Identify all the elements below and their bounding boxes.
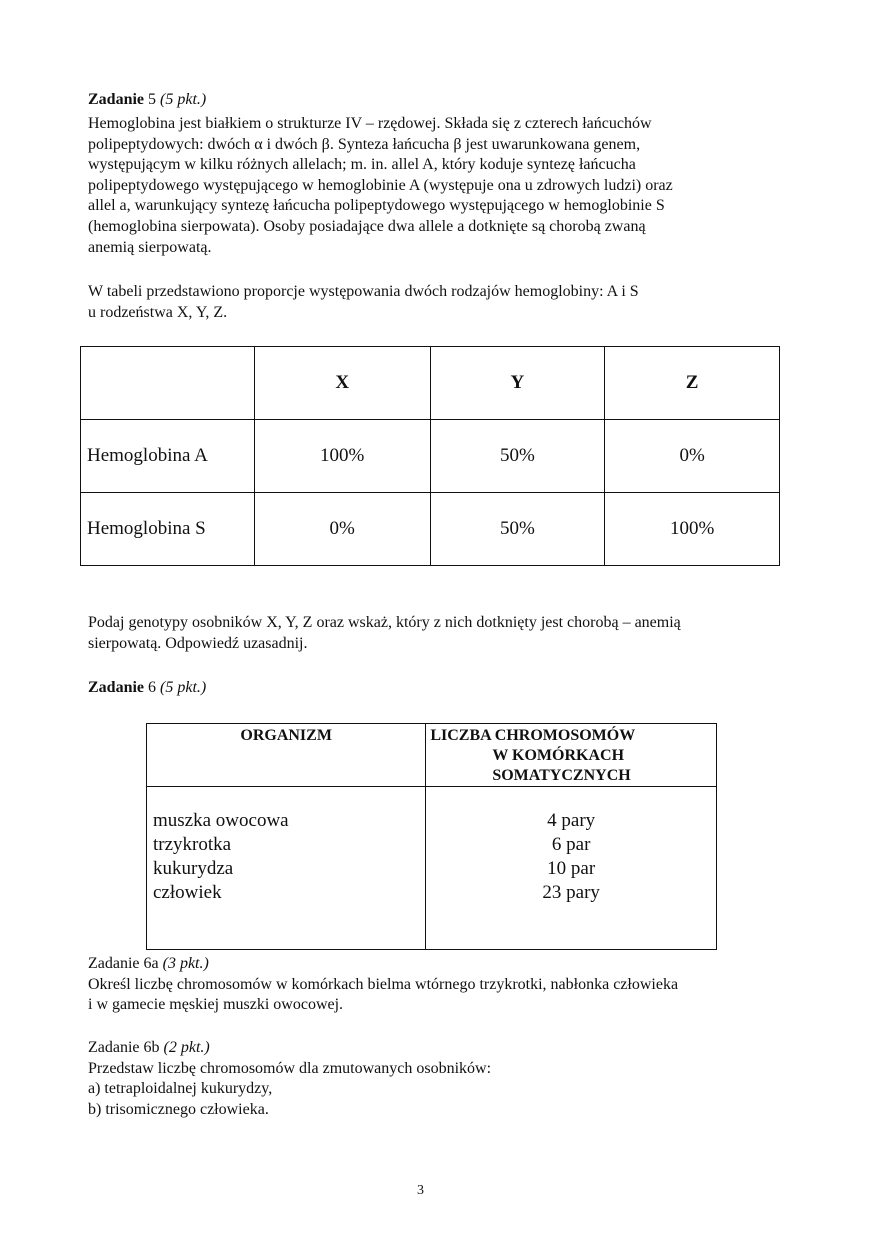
hemoglobin-table xyxy=(80,346,780,566)
header-line: W KOMÓRKACH xyxy=(492,747,625,764)
table-cell: 0% xyxy=(605,420,780,493)
count-item: 4 pary xyxy=(547,810,596,831)
task5-line: anemią sierpowatą. xyxy=(88,238,212,256)
task5-intro-line: W tabeli przedstawiono proporcje występowania dwóch rodzajów hemoglobiny: A i S xyxy=(88,283,639,300)
task5-line: polipeptydowego występującego w hemoglobinie A (występuje ona u zdrowych ludzi) oraz xyxy=(88,176,673,194)
task6b-heading-label: Zadanie 6b xyxy=(88,1039,160,1056)
table-cell: 100% xyxy=(254,420,430,493)
task5-question xyxy=(88,613,788,654)
table-cell: 50% xyxy=(430,420,605,493)
task5-intro xyxy=(88,282,788,323)
table-corner-cell xyxy=(81,347,255,420)
task6b-line: Przedstaw liczbę chromosomów dla zmutowanych osobników: xyxy=(88,1059,492,1077)
task6b-option-a: a) tetraploidalnej kukurydzy, xyxy=(88,1080,273,1098)
table-row xyxy=(147,787,717,950)
count-item: 10 par xyxy=(547,858,596,879)
table-cell: 50% xyxy=(430,493,605,566)
chromosome-count-list xyxy=(426,787,717,950)
task5-paragraph xyxy=(88,114,788,258)
organism-item: kukurydza xyxy=(153,858,234,879)
task5-points: (5 pkt.) xyxy=(160,91,207,108)
column-header-organism: ORGANIZM xyxy=(147,724,426,787)
table-cell: 0% xyxy=(254,493,430,566)
task5-line: allel a, warunkujący syntezę łańcucha polipeptydowego występującego w hemoglobinie S xyxy=(88,197,665,215)
task6a-line: Określ liczbę chromosomów w komórkach bielma wtórnego trzykrotki, nabłonka człowieka xyxy=(88,975,679,993)
task6-points: (5 pkt.) xyxy=(160,679,207,696)
organism-list xyxy=(147,787,426,950)
table-header-row xyxy=(81,347,780,420)
table-row xyxy=(81,420,780,493)
table-row xyxy=(81,493,780,566)
header-line: SOMATYCZNYCH xyxy=(492,767,631,784)
task6b-points: (2 pkt.) xyxy=(163,1039,210,1056)
task6b xyxy=(88,1038,788,1120)
task6a-line: i w gamecie męskiej muszki owocowej. xyxy=(88,996,344,1014)
task5-question-line: sierpowatą. Odpowiedź uzasadnij. xyxy=(88,634,308,652)
task6b-heading xyxy=(88,1038,788,1059)
organism-item: trzykrotka xyxy=(153,834,232,855)
task5-intro-line: u rodzeństwa X, Y, Z. xyxy=(88,303,228,321)
task5-line: występującym w kilku różnych allelach; m. in. allel A, który koduje syntezę łańcucha xyxy=(88,156,636,174)
task6a-points: (3 pkt.) xyxy=(162,955,209,972)
header-line: LICZBA CHROMOSOMÓW xyxy=(430,727,636,744)
organism-item: muszka owocowa xyxy=(153,810,289,831)
task6-number: 6 xyxy=(148,679,157,696)
task5-question-line: Podaj genotypy osobników X, Y, Z oraz wskaż, który z nich dotknięty jest chorobą – anemią xyxy=(88,614,681,631)
task6a-heading xyxy=(88,954,788,975)
task6-heading-label: Zadanie xyxy=(88,679,145,696)
task6a xyxy=(88,954,788,1016)
row-label-hemoglobin-a: Hemoglobina A xyxy=(81,420,255,493)
column-header-z: Z xyxy=(605,347,780,420)
count-item: 23 pary xyxy=(542,882,600,903)
count-item: 6 par xyxy=(551,834,591,855)
table-cell: 100% xyxy=(605,493,780,566)
chromosome-table xyxy=(146,723,717,950)
task6b-option-b: b) trisomicznego człowieka. xyxy=(88,1100,269,1118)
column-header-chromosome-count xyxy=(426,724,717,787)
row-label-hemoglobin-s: Hemoglobina S xyxy=(81,493,255,566)
column-header-y: Y xyxy=(430,347,605,420)
task6-heading xyxy=(88,678,788,699)
task6a-heading-label: Zadanie 6a xyxy=(88,955,159,972)
task5-heading-label: Zadanie xyxy=(88,91,145,108)
task5-line: (hemoglobina sierpowata). Osoby posiadające dwa allele a dotknięte są chorobą zwaną xyxy=(88,217,646,235)
task5-line: polipeptydowych: dwóch α i dwóch β. Synteza łańcucha β jest uwarunkowana genem, xyxy=(88,135,641,153)
task5-number: 5 xyxy=(148,91,157,108)
task5-heading xyxy=(88,90,788,111)
table-header-row xyxy=(147,724,717,787)
task5-line: Hemoglobina jest białkiem o strukturze IV – rzędowej. Składa się z czterech łańcuchów xyxy=(88,115,652,132)
column-header-x: X xyxy=(254,347,430,420)
organism-item: człowiek xyxy=(153,882,222,903)
page-number: 3 xyxy=(417,1183,424,1198)
